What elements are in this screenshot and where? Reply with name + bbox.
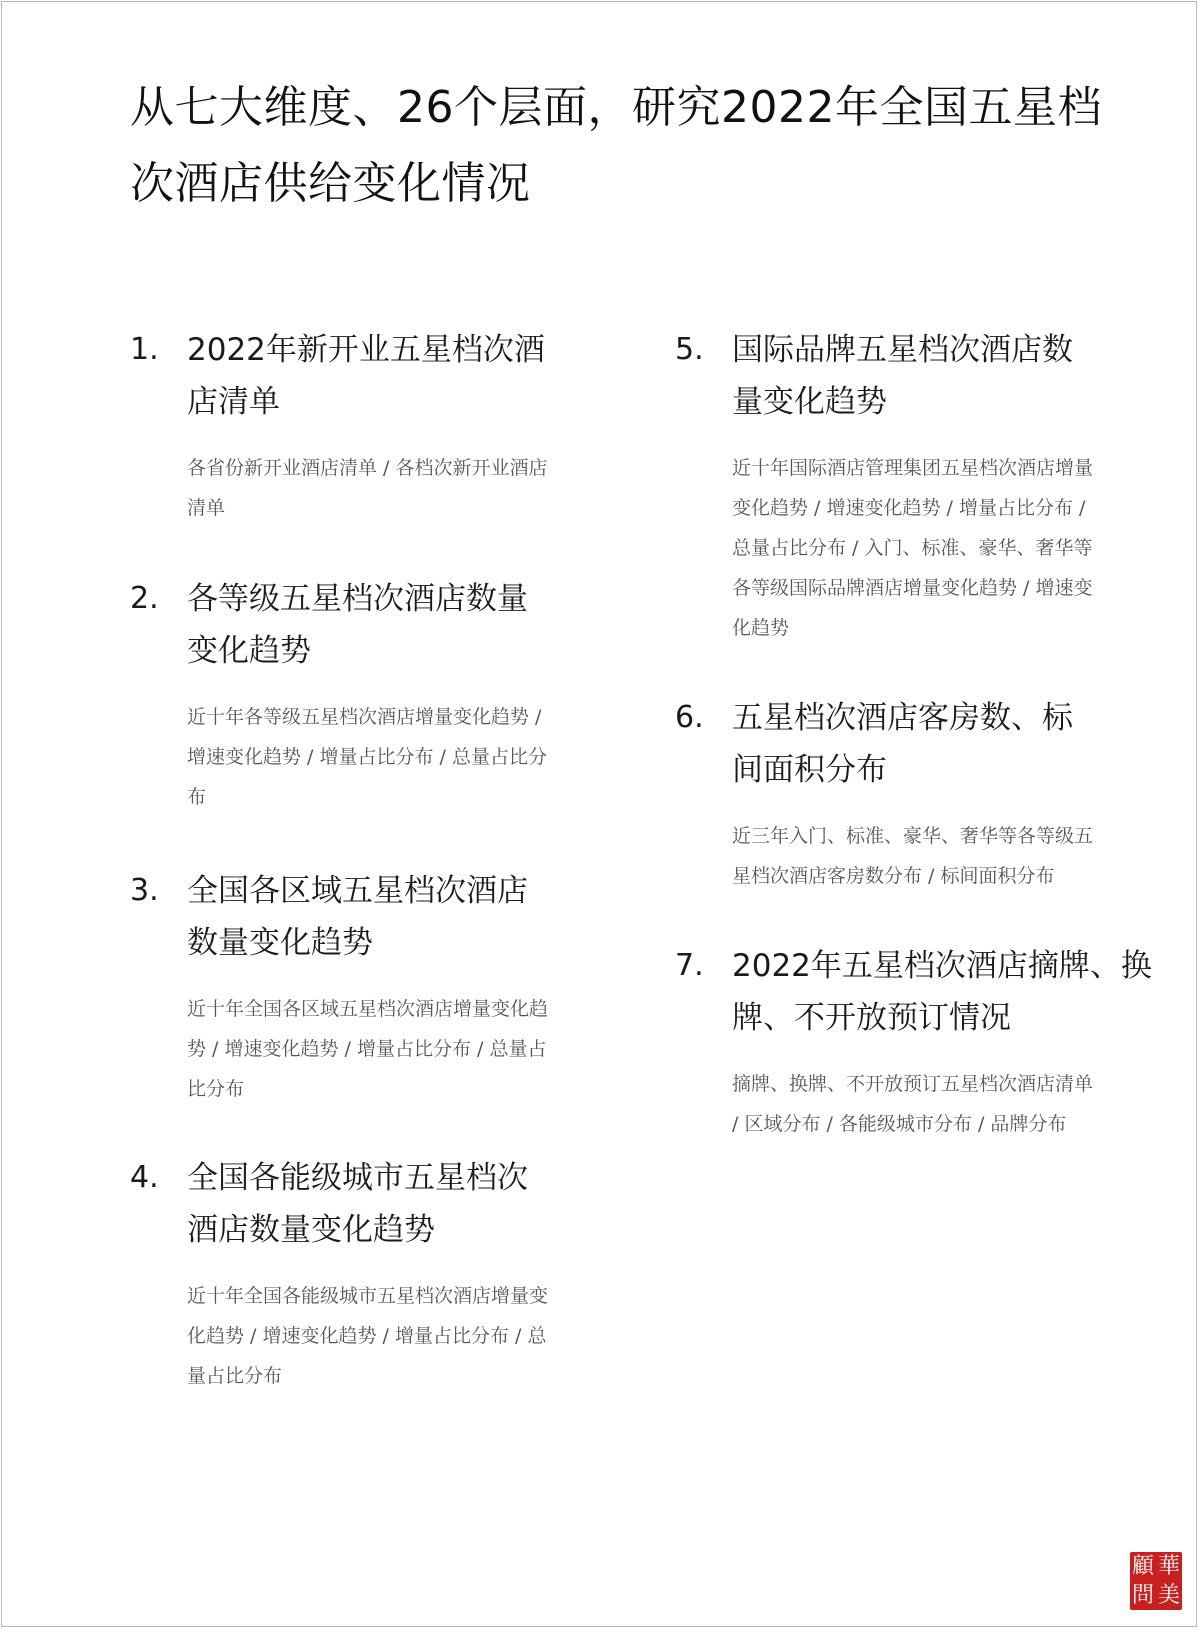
section-description: 近十年全国各能级城市五星档次酒店增量变化趋势 / 增速变化趋势 / 增量占比分布 / 总量占比分布 — [187, 1285, 549, 1387]
section-heading: 五星档次酒店客房数、标间面积分布 — [732, 700, 1073, 788]
section-description: 摘牌、换牌、不开放预订五星档次酒店清单 / 区域分布 / 各能级城市分布 / 品牌分布 — [732, 1073, 1094, 1135]
section-number: 1. — [130, 332, 159, 367]
seal-char: 顧 — [1131, 1554, 1154, 1579]
section-heading: 2022年新开业五星档次酒店清单 — [187, 332, 545, 420]
section-7 — [675, 940, 1152, 1144]
section-number: 2. — [130, 581, 159, 616]
section-1 — [130, 324, 550, 528]
section-5 — [675, 324, 1095, 648]
page-title: 从七大维度、26个层面，研究2022年全国五星档次酒店供给变化情况 — [130, 82, 1102, 209]
section-4 — [130, 1152, 550, 1396]
section-description: 近十年全国各区域五星档次酒店增量变化趋势 / 增速变化趋势 / 增量占比分布 / 总量占比分布 — [187, 998, 549, 1100]
section-number: 6. — [675, 700, 704, 735]
section-heading: 全国各区域五星档次酒店数量变化趋势 — [187, 873, 528, 961]
brand-seal-logo — [1130, 1552, 1182, 1610]
section-description: 近三年入门、标准、豪华、奢华等各等级五星档次酒店客房数分布 / 标间面积分布 — [732, 825, 1094, 887]
seal-char: 問 — [1131, 1583, 1154, 1608]
section-3 — [130, 865, 550, 1109]
section-heading: 各等级五星档次酒店数量变化趋势 — [187, 581, 528, 669]
section-heading: 2022年五星档次酒店摘牌、换牌、不开放预订情况 — [732, 948, 1152, 1036]
section-number: 5. — [675, 332, 704, 367]
section-number: 7. — [675, 948, 704, 983]
section-description: 近十年各等级五星档次酒店增量变化趋势 / 增速变化趋势 / 增量占比分布 / 总量占比分布 — [187, 706, 547, 808]
seal-char: 華 — [1157, 1554, 1180, 1579]
section-number: 3. — [130, 873, 159, 908]
section-description: 各省份新开业酒店清单 / 各档次新开业酒店清单 — [187, 457, 548, 519]
section-number: 4. — [130, 1160, 159, 1195]
section-description: 近十年国际酒店管理集团五星档次酒店增量变化趋势 / 增速变化趋势 / 增量占比分布 / 总量占比分布 / 入门、标准、豪华、奢华等各等级国际品牌酒店增量变化趋势 / 增速变化趋势 — [732, 457, 1094, 639]
section-heading: 国际品牌五星档次酒店数量变化趋势 — [732, 332, 1073, 420]
section-2 — [130, 573, 550, 817]
section-6 — [675, 692, 1095, 896]
section-heading: 全国各能级城市五星档次酒店数量变化趋势 — [187, 1160, 528, 1248]
seal-char: 美 — [1157, 1583, 1180, 1608]
